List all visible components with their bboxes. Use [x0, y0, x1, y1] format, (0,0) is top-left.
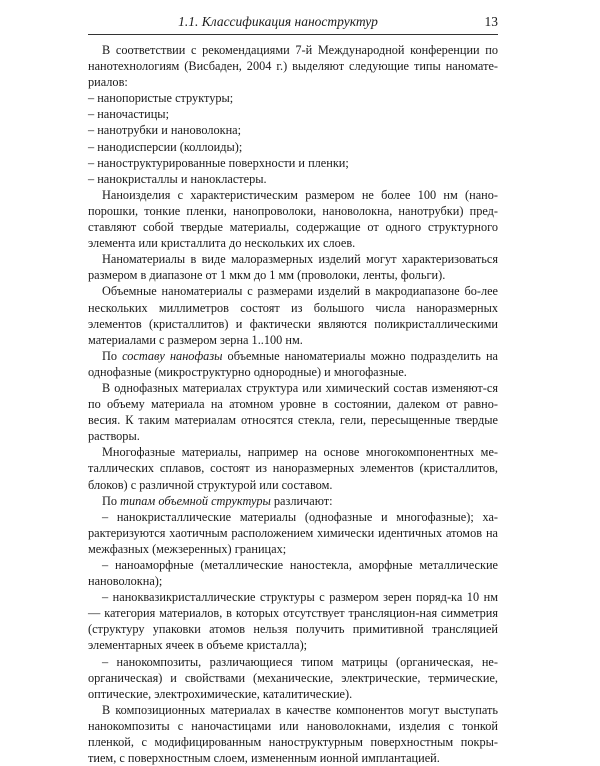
paragraph: – нанокомпозиты, различающиеся типом матрицы (органическая, не-органическая) и свойствами (механические, электрические, термические, оптические, электрохимические, каталитические). — [88, 654, 498, 701]
list-item: – нанотрубки и нановолокна; — [88, 123, 242, 138]
list-item: – нанодисперсии (коллоиды); — [88, 139, 243, 154]
header-title: 1.1. Классификация наноструктур — [178, 14, 378, 29]
list-item: – наноструктурированные поверхности и пленки; — [88, 155, 349, 170]
list-item: – нанокристаллы и нанокластеры. — [88, 171, 267, 186]
paragraph: По составу нанофазы объемные наноматериалы можно подразделить на однофазные (микроструктурно однородные) и многофазные. — [88, 348, 498, 379]
paragraph: По типам объемной структуры различают: — [102, 493, 333, 508]
paragraph: – нанокваз​икристаллические структуры с размером зерен поряд-ка 10 нм — категория материалов, в которых отсутствует трансляцион-ная симметрия (структуру упаковки атомов нельзя получить примитивной трансляцией элементарных ячеек в объеме кристалла); — [88, 590, 498, 653]
paragraph: В композиционных материалах в качестве компонентов могут выступать нанокомпозиты с наночастицами или нановолокнами, изделия с тонкой пленкой, с модифицированным наноструктурным поверхностным покры-тием, с поверхностным слоем, измененным ионной имплантацией. — [88, 702, 498, 766]
header-rule — [88, 34, 498, 35]
list-item: – нанопористые структуры; — [88, 91, 234, 106]
paragraph: В соответствии с рекомендациями 7-й Международной конференции по нанотехнологиям (Висбаден, 2004 г.) выделяют следующие типы наномате-риалов: — [88, 43, 498, 90]
page-number: 13 — [484, 14, 498, 29]
page-body — [88, 42, 498, 766]
emphasis: составу нанофазы — [122, 348, 223, 363]
paragraph: Наноматериалы в виде малоразмерных изделий могут характеризоваться размером в диапазоне от 1 мкм до 1 мм (проволоки, ленты, фольги). — [88, 252, 498, 283]
running-header — [88, 12, 498, 34]
paragraph: Многофазные материалы, например на основе многокомпонентных ме-таллических сплавов, состоят из наноразмерных элементов (кристаллитов, блоков) с различной структурой или составом. — [88, 445, 498, 492]
paragraph: – нанокристаллические материалы (однофазные и многофазные); ха-рактеризуются хаотичным расположением химически идентичных атомов на межфазных (межзеренных) границах; — [88, 509, 498, 556]
paragraph: Объемные наноматериалы с размерами изделий в макродиапазоне бо-лее нескольких миллиметров состоят из большого числа наноразмерных элементов (кристаллитов) и фактически являются поликристаллическими материалами с размером зерна 1..100 нм. — [88, 284, 498, 347]
paragraph: – наноаморфные (металлические наностекла, аморфные металлические нановолокна); — [88, 558, 498, 589]
emphasis: типам объемной структуры — [120, 493, 271, 508]
paragraph: В однофазных материалах структура или химический состав изменяют-ся по объему материала на атомном уровне в состоянии, далеком от равно-весия. К таким материалам относятся стекла, гели, пересыщенные твердые растворы. — [88, 380, 498, 444]
paragraph: Наноизделия с характеристическим размером не более 100 нм (нано-порошки, тонкие пленки, нанопроволоки, нановолокна, нанотрубки) пред-ставляют собой твердые материалы, содержащие от одного структурного элемента или кристаллита до нескольких их слоев. — [88, 187, 498, 251]
list-item: – наночастицы; — [88, 107, 169, 122]
